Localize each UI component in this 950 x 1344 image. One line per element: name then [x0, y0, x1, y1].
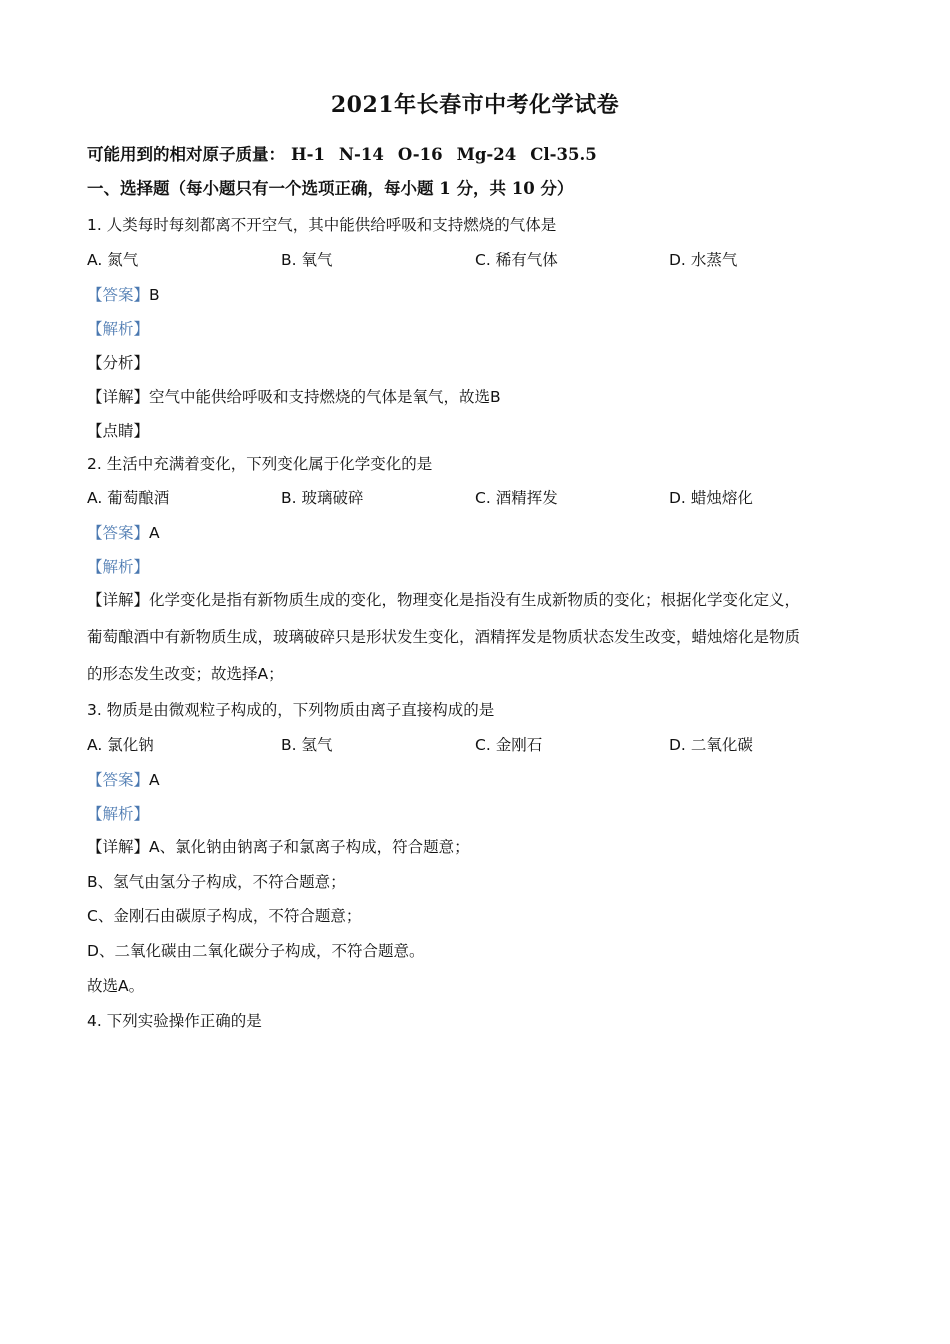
q1-option-b: B. 氧气 [281, 251, 333, 269]
q1-option-d: D. 水蒸气 [669, 251, 738, 269]
q2-detail-line: 葡萄酿酒中有新物质生成，玻璃破碎只是形状发生变化，酒精挥发是物质状态发生改变，蜡烛熔化是物质 [87, 628, 801, 646]
q3-detail-b: B、氢气由氢分子构成，不符合题意； [87, 873, 346, 891]
question-number: 3. [87, 701, 102, 719]
atomic-mass-item: H-1 [291, 145, 325, 164]
section-heading: 一、选择题（每小题只有一个选项正确，每小题 1 分，共 10 分） [87, 179, 574, 198]
q1-fenxi-label: 【分析】 [87, 354, 150, 372]
q3-option-a: A. 氯化钠 [87, 736, 154, 754]
q2-option-d: D. 蜡烛熔化 [669, 489, 753, 507]
atomic-mass-label: 可能用到的相对原子质量： [87, 145, 285, 164]
q3-conclusion: 故选A。 [87, 977, 145, 995]
question-text: 生活中充满着变化，下列变化属于化学变化的是 [106, 455, 433, 473]
q2-answer: 【答案】A [87, 524, 160, 542]
atomic-mass-item: Mg-24 [456, 145, 517, 164]
question-text: 人类每时每刻都离不开空气，其中能供给呼吸和支持燃烧的气体是 [106, 216, 557, 234]
q1-dianjing-label: 【点睛】 [87, 422, 150, 440]
page-title: 2021年长春市中考化学试卷 [330, 92, 620, 118]
atomic-mass-item: O-16 [397, 145, 443, 164]
q3-answer: 【答案】A [87, 771, 160, 789]
question-1 [87, 215, 556, 235]
q2-option-b: B. 玻璃破碎 [281, 489, 364, 507]
q3-option-d: D. 二氧化碳 [669, 736, 753, 754]
q2-detail-line: 【详解】化学变化是指有新物质生成的变化，物理变化是指没有生成新物质的变化；根据化学变化定义， [87, 591, 801, 609]
q3-detail-c: C、金刚石由碳原子构成，不符合题意； [87, 907, 362, 925]
q1-answer: 【答案】B [87, 286, 160, 304]
question-text: 物质是由微观粒子构成的，下列物质由离子直接构成的是 [106, 701, 495, 719]
q2-detail-line: 的形态发生改变；故选择A； [87, 665, 284, 683]
atomic-mass-item: N-14 [338, 145, 384, 164]
q1-option-a: A. 氮气 [87, 251, 139, 269]
q3-detail-d: D、二氧化碳由二氧化碳分子构成，不符合题意。 [87, 942, 425, 960]
q2-option-c: C. 酒精挥发 [475, 489, 558, 507]
question-4 [87, 1011, 262, 1031]
q3-option-b: B. 氢气 [281, 736, 333, 754]
question-text: 下列实验操作正确的是 [106, 1012, 262, 1030]
q1-detail: 【详解】空气中能供给呼吸和支持燃烧的气体是氧气，故选B [87, 388, 501, 406]
question-number: 1. [87, 216, 102, 234]
q2-detail [87, 582, 865, 693]
question-3 [87, 700, 494, 720]
question-number: 4. [87, 1012, 102, 1030]
question-2 [87, 454, 432, 474]
q1-analysis-label: 【解析】 [87, 320, 150, 338]
q3-analysis-label: 【解析】 [87, 805, 150, 823]
q1-option-c: C. 稀有气体 [475, 251, 558, 269]
atomic-mass-line [87, 145, 611, 165]
q2-analysis-label: 【解析】 [87, 558, 150, 576]
question-number: 2. [87, 455, 102, 473]
atomic-mass-item: Cl-35.5 [530, 145, 597, 164]
q3-detail-a: 【详解】A、氯化钠由钠离子和氯离子构成，符合题意； [87, 838, 470, 856]
q3-option-c: C. 金刚石 [475, 736, 543, 754]
q2-option-a: A. 葡萄酿酒 [87, 489, 170, 507]
